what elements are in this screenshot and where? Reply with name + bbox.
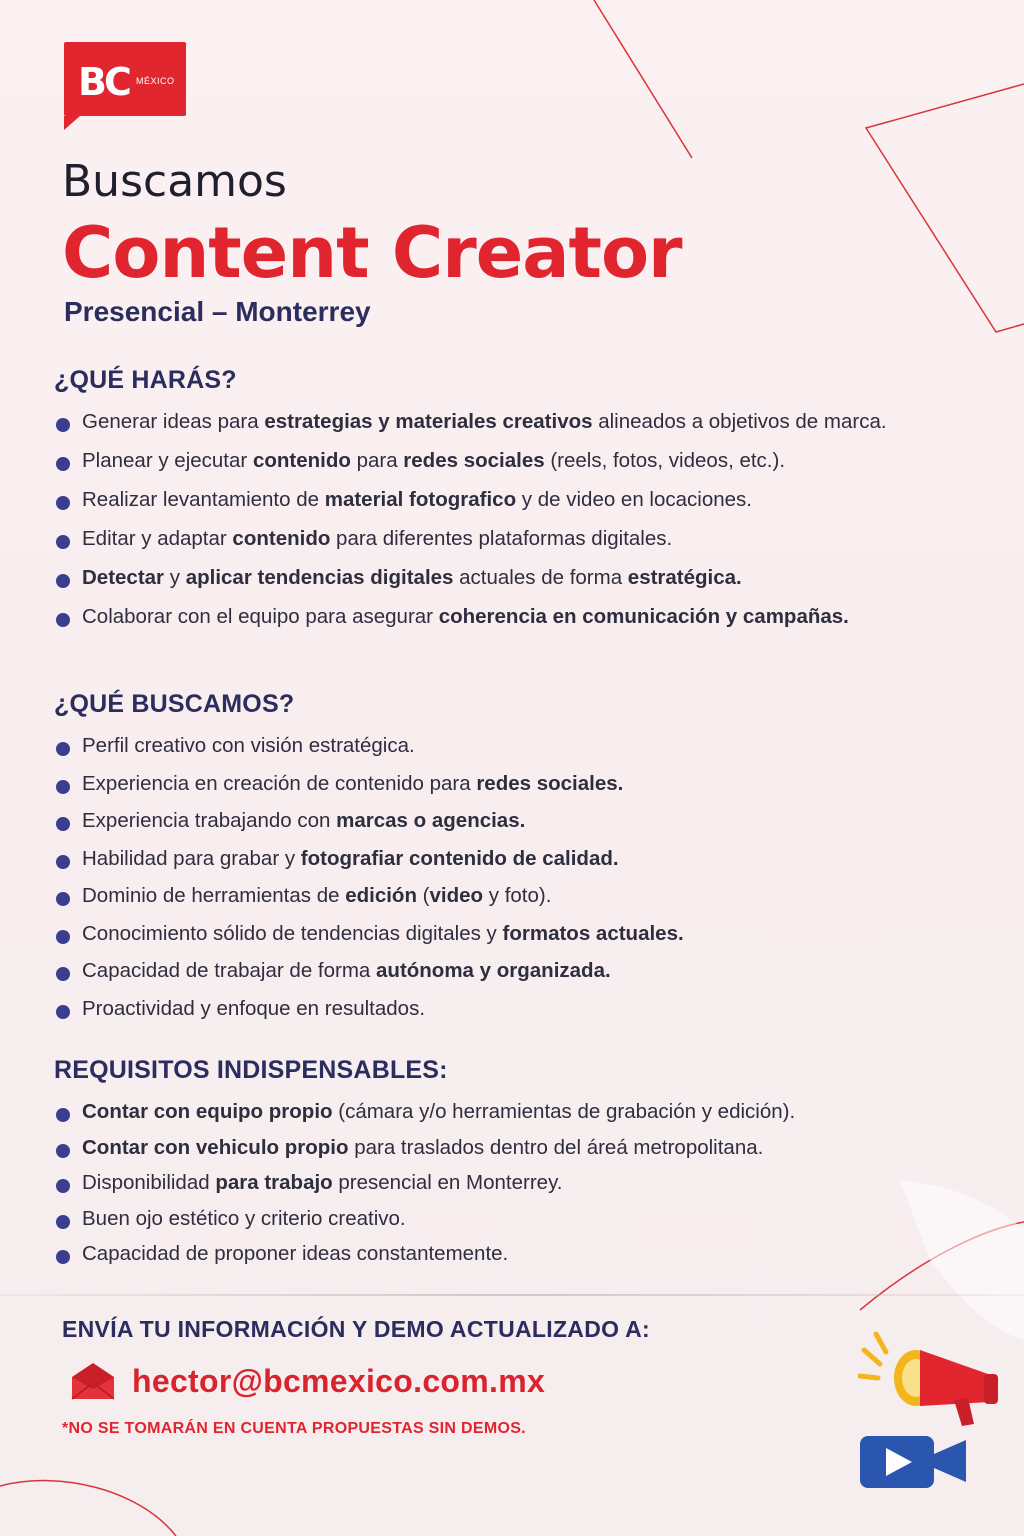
text: y foto). (483, 884, 552, 907)
list-item (54, 1135, 994, 1161)
text: Proactividad y enfoque en resultados. (82, 996, 426, 1020)
list-item (54, 1241, 994, 1267)
bold-text: material fotografico (324, 488, 517, 511)
bold-text: redes sociales. (476, 771, 624, 795)
section-que-haras (54, 366, 994, 643)
contact-heading: ENVÍA TU INFORMACIÓN Y DEMO ACTUALIZADO A: (62, 1316, 651, 1342)
list-item (54, 733, 994, 759)
list-item (54, 526, 994, 552)
list-item (54, 409, 994, 435)
text: Habilidad para grabar y (82, 846, 301, 870)
list-item (54, 958, 994, 984)
brand-logo (64, 42, 186, 116)
list-item (54, 808, 994, 834)
text: actuales de forma (453, 566, 628, 589)
list-item (54, 487, 994, 513)
text: para (350, 449, 404, 472)
text: Disponibilidad (82, 1171, 216, 1194)
envelope-icon (68, 1361, 118, 1401)
text: para traslados dentro del áreá metropolitana. (348, 1135, 764, 1159)
bold-text: para trabajo (215, 1171, 333, 1194)
text: Perfil creativo con visión estratégica. (82, 734, 415, 757)
text: ( (416, 884, 430, 907)
megaphone-icon (858, 1330, 1008, 1430)
section-heading: ¿QUÉ HARÁS? (54, 366, 237, 394)
bold-text: coherencia en comunicación y campañas. (438, 605, 849, 628)
logo-subtext: MÉXICO (136, 76, 175, 86)
list-item (54, 846, 994, 872)
demo-note: *NO SE TOMARÁN EN CUENTA PROPUESTAS SIN DEMOS. (62, 1420, 526, 1437)
bold-text: redes sociales (403, 449, 545, 472)
bold-text: Detectar (82, 566, 165, 589)
bold-text: estratégica. (627, 566, 742, 589)
bullet-list (54, 733, 994, 1022)
list-item (54, 448, 994, 474)
section-requisitos (54, 1056, 994, 1277)
list-item (54, 1099, 994, 1125)
list-item (54, 1170, 994, 1196)
bullet-list (54, 1099, 994, 1267)
bold-text: contenido (232, 527, 331, 550)
page-subtitle: Presencial – Monterrey (64, 296, 371, 327)
text: para diferentes plataformas digitales. (330, 527, 673, 550)
section-que-buscamos (54, 690, 994, 1033)
page-title: Content Creator (62, 212, 682, 294)
section-heading: REQUISITOS INDISPENSABLES: (54, 1056, 448, 1084)
text: Generar ideas para (82, 410, 265, 433)
email-row[interactable] (68, 1356, 545, 1406)
text: Dominio de herramientas de (82, 884, 346, 907)
text: presencial en Monterrey. (332, 1171, 563, 1194)
text: Capacidad de proponer ideas constantemente. (82, 1242, 509, 1265)
list-item (54, 771, 994, 797)
contact-email-link[interactable]: hector@bcmexico.com.mx (132, 1362, 546, 1399)
bullet-list (54, 409, 994, 630)
text: Experiencia trabajando con (82, 809, 337, 832)
bold-text: Contar con equipo propio (82, 1100, 333, 1123)
bold-text: estrategias y materiales creativos (264, 410, 593, 433)
header-kicker: Buscamos (62, 156, 287, 207)
bold-text: Contar con vehiculo propio (82, 1135, 349, 1159)
text: Colaborar con el equipo para asegurar (82, 605, 439, 628)
bold-text: contenido (252, 449, 351, 472)
bold-text: formatos actuales. (502, 921, 684, 945)
list-item (54, 565, 994, 591)
text: Conocimiento sólido de tendencias digitales y (82, 921, 503, 945)
list-item (54, 996, 994, 1022)
bold-text: aplicar tendencias digitales (185, 566, 454, 589)
logo-text: BC (78, 60, 129, 104)
section-heading: ¿QUÉ BUSCAMOS? (54, 690, 295, 718)
list-item (54, 1206, 994, 1232)
text: Editar y adaptar (82, 527, 233, 550)
bold-text: autónoma y organizada. (376, 959, 611, 982)
divider (0, 1294, 1024, 1296)
text: y de video en locaciones. (516, 488, 752, 511)
text: Experiencia en creación de contenido para (82, 771, 477, 795)
bold-text: fotografiar contenido de calidad. (300, 846, 619, 870)
list-item (54, 921, 994, 947)
text: (reels, fotos, videos, etc.). (544, 449, 786, 472)
bold-text: marcas o agencias. (336, 809, 526, 832)
bold-text: video (429, 884, 484, 907)
text: Capacidad de trabajar de forma (82, 959, 377, 982)
text: y (164, 566, 186, 589)
text: Buen ojo estético y criterio creativo. (82, 1206, 406, 1230)
list-item (54, 604, 994, 630)
video-camera-icon (858, 1432, 970, 1490)
list-item (54, 883, 994, 909)
text: (cámara y/o herramientas de grabación y edición). (332, 1100, 796, 1123)
text: Planear y ejecutar (82, 449, 253, 472)
text: alineados a objetivos de marca. (592, 410, 887, 433)
text: Realizar levantamiento de (82, 488, 325, 511)
bold-text: edición (345, 884, 417, 907)
